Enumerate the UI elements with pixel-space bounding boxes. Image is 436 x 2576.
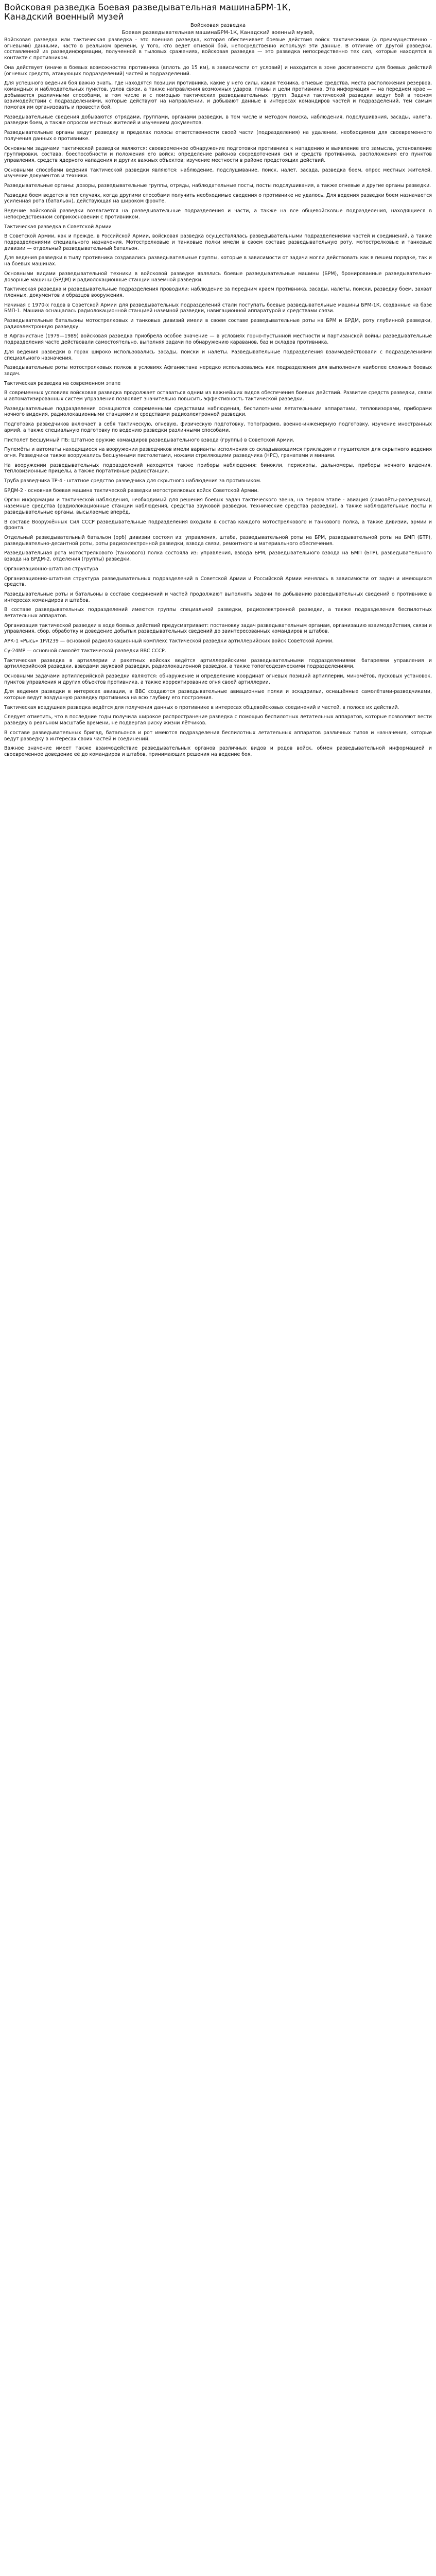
paragraph: Пистолет Бесшумный ПБ: Штатное оружие командиров разведывательного взвода (группы) в Советской Армии. [4,437,294,443]
paragraph: Начиная с 1970-х годов в Советской Армии для разведывательных подразделений стали поступать боевые разведывательные машины БРМ-1К, созданные на базе БМП-1. Машина оснащалась радиолокационной станцией наземной разведки, навигационной аппаратурой и средствами связи. [4,302,432,314]
paragraph: Разведывательные батальоны мотострелковых и танковых дивизий имели в своем составе разведывательные роты на БРМ и БРДМ, роту глубинной разведки, радиоэлектронную разведку. [4,318,432,330]
paragraph: Она действует (иначе в боевых возможностях противника (вплоть до 15 км), в зависимости от условий) и находится в зоне досягаемости для боевых действий (огневых средств, атакующих подразделений) частей и подразделений. [4,64,432,77]
paragraph: Следует отметить, что в последние годы получила широкое распространение разведка с помощью беспилотных летательных аппаратов, которые позволяют вести разведку в реальном масштабе времени, не подвергая риску жизни лётчиков. [4,714,432,726]
paragraph: Важное значение имеет также взаимодействие разведывательных органов различных видов и родов войск, обмен разведывательной информацией и своевременное доведение её до командиров и штабов, принимающих решения на ведение боя. [4,745,432,757]
paragraph: Для успешного ведения боя важно знать, где находятся позиции противника, какие у него силы, какая техника, огневые средства, места расположения резервов, командных и наблюдательных пунктов, узлов связи, а также направления возможных ударов, планы и цели противника. Эта информация — на переднем крае — добывается различными способами, в том числе и с помощью тактических разведывательных групп. Задачи тактической разведки ведут бой в тесном взаимодействии с подразделениями, которые действуют на направлении, и добывают данные в интересах командиров частей и подразделений, тем самым помогая им организовать и провести бой. [4,80,432,111]
page-title-line-1: Войсковая разведка Боевая разведывательная машинаБРМ-1К, [4,3,291,12]
paragraph: Разведывательные роты и батальоны в составе соединений и частей продолжают выполнять задачи по добыванию разведывательных сведений о противнике в интересах командиров и штабов. [4,591,432,603]
paragraph: АРК-1 «Рысь» 1РЛ239 — основной радиолокационный комплекс тактической разведки артиллерийских войск Советской Армии. [4,638,334,645]
paragraph: Для ведения разведки в горах широко использовались засады, поиски и налеты. Разведывательные подразделения взаимодействовали с подразделениями специального назначения. [4,349,432,361]
paragraph: Тактическая воздушная разведка ведётся для получения данных о противнике в интересах общевойсковых соединений и частей, в полосе их действий. [4,704,399,710]
paragraph: Основными видами разведывательной техники в войсковой разведке являлись боевые разведывательные машины (БРМ), бронированные разведывательно-дозорные машины (БРДМ) и радиолокационные станции наземной разведки. [4,270,432,283]
paragraph: В составе Вооружённых Сил СССР разведывательные подразделения входили в состав каждого мотострелкового и танкового полка, а также дивизии, армии и фронта. [4,519,432,531]
paragraph: Тактическая разведка на современном этапе [4,380,121,386]
paragraph: Отдельный разведывательный батальон (орб) дивизии состоял из: управления, штаба, разведывательной роты на БРМ, разведывательной роты на БМП (БТР), разведывательно-десантной роты, роты радиоэлектронной разведки, взвода связи, ремонтного и материального обеспечения. [4,535,432,547]
paragraph: Разведывательные органы ведут разведку в пределах полосы ответственности своей части (подразделения) на удалении, необходимом для своевременного получения данных о противнике. [4,130,432,142]
article [0,0,436,766]
paragraph: Пулемёты и автоматы находящиеся на вооружении разведчиков имели варианты исполнения со складывающимся прикладом и глушителем для скрытного ведения огня. Разведчики также вооружались бесшумными пистолетами, ножами стреляющими разведчика (НРС), гранатами и минами. [4,447,432,459]
paragraph: Для ведения разведки в тылу противника создавались разведывательные группы, которые в зависимости от задачи могли действовать как в пешем порядке, так и на боевых машинах. [4,255,432,267]
paragraph: Разведывательные роты мотострелковых полков в условиях Афганистана нередко использовались как подразделения для выполнения наиболее сложных боевых задач. [4,365,432,377]
paragraph: Подготовка разведчиков включает в себя тактическую, огневую, физическую подготовку, топографию, военно-инженерную подготовку, изучение иностранных армий, а также специальную подготовку по ведению разведки различными способами. [4,421,432,433]
paragraph: Основными задачами тактической разведки являются: своевременное обнаружение подготовки противника к нападению и выявление его замысла, установление группировки, состава, боеспособности и положения его войск; определение районов сосредоточения сил и средств противника, расположения его пунктов управления, средств ядерного нападения и других важных объектов; изучение местности в районе предстоящих действий. [4,145,432,163]
paragraph: Разведывательные сведения добываются отрядами, группами, органами разведки, в том числе и методом поиска, наблюдения, подслушивания, засады, налета, разведки боем, а также опросом местных жителей и изучением документов. [4,114,432,126]
paragraph: В современных условиях войсковая разведка продолжает оставаться одним из важнейших видов обеспечения боевых действий. Развитие средств разведки, связи и автоматизированных систем управления позволяет значительно повысить эффективность тактической разведки. [4,390,432,402]
paragraph: В Афганистане (1979—1989) войсковая разведка приобрела особое значение — в условиях горно-пустынной местности и партизанской войны разведывательные подразделения часто действовали самостоятельно, выполняя задачи по обнаружению караванов, баз и складов противника. [4,333,432,346]
paragraph: Труба разведчика ТР-4 - штатное средство разведчика для скрытного наблюдения за противником. [4,478,261,484]
paragraph: Разведка боем ведется в тех случаях, когда другими способами получить необходимые сведения о противнике не удалось. Для ведения разведки боем назначается усиленная рота (батальон), действующая на широком фронте. [4,192,432,205]
image-caption: Боевая разведывательная машинаБРМ-1К, Канадский военный музей, [121,30,315,36]
paragraph: Тактическая разведка в артиллерии и ракетных войсках ведётся артиллерийскими разведывательными подразделениями: батареями управления и артиллерийской разведки, взводами звуковой разведки, радиолокационной разведки, а также топогеодезическими подразделениями. [4,657,432,670]
paragraph: Разведывательные подразделения оснащаются современными средствами наблюдения, беспилотными летательными аппаратами, тепловизорами, приборами ночного видения, радиолокационными станциями и средствами радиоэлектронной разведки. [4,405,432,418]
section-subtitle: Войсковая разведка [190,23,246,28]
paragraph: На вооружении разведывательных подразделений находятся также приборы наблюдения: бинокли, перископы, дальномеры, приборы ночного видения, тепловизионные прицелы, а также портативные радиостанции. [4,462,432,474]
paragraph: Тактическая разведка и разведывательные подразделения проводили: наблюдение за передним краем противника, засады, налеты, поиски, разведку боем, захват пленных, документов и образцов вооружения. [4,286,432,298]
paragraph: В составе разведывательных бригад, батальонов и рот имеются подразделения беспилотных летательных аппаратов различных типов и назначения, которые ведут разведку в интересах своих частей и соединений. [4,730,432,742]
paragraph: Организация тактической разведки в ходе боевых действий предусматривает: постановку задач разведывательным органам, организацию взаимодействия, связи и управления, сбор, обработку и доведение добытых разведывательных сведений до заинтересованных командиров и штабов. [4,622,432,635]
page-title [4,3,432,22]
paragraph: Организационно-штатная структура [4,566,98,572]
paragraph: В Советской Армии, как и прежде, в Российской Армии, войсковая разведка осуществлялась разведывательными подразделениями частей и соединений, а также подразделениями специального назначения. Мотострелковые и танковые полки имели в своем составе разведывательную роту, мотострелковые и танковые дивизии — отдельный разведывательный батальон. [4,233,432,251]
paragraph: Основными способами ведения тактической разведки являются: наблюдение, подслушивание, поиск, налет, засада, разведка боем, опрос местных жителей, изучение документов и техники. [4,167,432,179]
paragraph: Разведывательные органы: дозоры, разведывательные группы, отряды, наблюдательные посты, посты подслушивания, а также огневые и другие органы разведки. [4,183,431,189]
paragraph: Основными задачами артиллерийской разведки являются: обнаружение и определение координат огневых позиций артиллерии, миномётов, пусковых установок, пунктов управления и других объектов противника, а также корректирование огня своей артиллерии. [4,673,432,685]
paragraph: БРДМ-2 - основная боевая машина тактической разведки мотострелковых войск Советской Армии. [4,487,259,494]
paragraph: Тактическая разведка в Советской Армии [4,224,112,230]
page-title-line-2: Канадский военный музей [4,12,124,22]
paragraph: Орган информации и тактической наблюдения, необходимый для решения боевых задач тактического звена, на первом этапе - авиация (самолёты-разведчики), наземные средства (радиолокационные станции наблюдения, средства звуковой разведки, технические средства разведки), а также наблюдательные посты и разведывательные органы, высылаемые вперёд. [4,497,432,515]
paragraph: Су-24МР — основной самолёт тактической разведки ВВС СССР. [4,648,166,654]
paragraph: Разведывательная рота мотострелкового (танкового) полка состояла из: управления, взвода БРМ, разведывательного взвода на БМП (БТР), разведывательного взвода на БРДМ-2, отделения (группы) разведки. [4,550,432,563]
paragraph: Организационно-штатная структура разведывательных подразделений в Советской Армии и Российской Армии менялась в зависимости от задач и имеющихся средств. [4,575,432,588]
article-body [4,37,432,758]
paragraph: В составе разведывательных подразделений имеются группы специальной разведки, радиоэлектронной разведки, а также подразделения беспилотных летательных аппаратов. [4,607,432,619]
paragraph: Ведение войсковой разведки возлагается на разведывательные подразделения и части, а также на все общевойсковые подразделения, находящиеся в непосредственном соприкосновении с противником. [4,208,432,220]
paragraph: Войсковая разведка или тактическая разведка - это военная разведка, которая обеспечивает боевые действия войск тактическими (а преимущественно - огневыми) данными, часто в реальном времени, у того, кто ведет огневой бой, непосредственно используя эти данные. В отличие от другой разведки, составленной из развединформации, полученной в тыловых сражениях, войсковая разведка — это разведка непосредственно тех сил, которые находятся в контакте с противником. [4,37,432,61]
paragraph: Для ведения разведки в интересах авиации, в ВВС создаются разведывательные авиационные полки и эскадрильи, оснащённые самолётами-разведчиками, которые ведут воздушную разведку противника на всю глубину его построения. [4,689,432,701]
